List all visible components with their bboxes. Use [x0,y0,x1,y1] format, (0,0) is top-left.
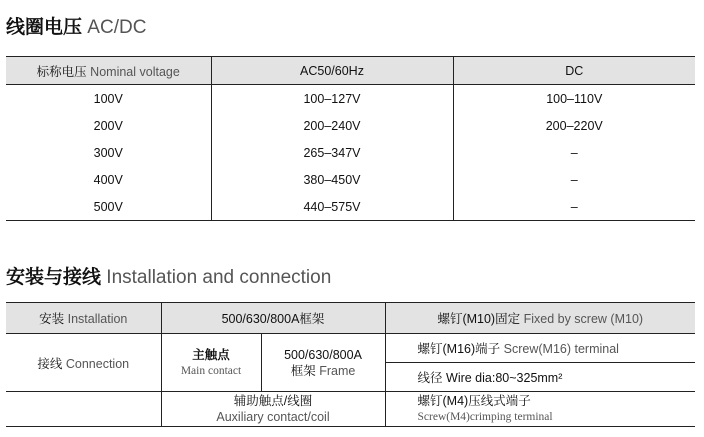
main-contact-en: Main contact [180,364,242,377]
main-contact-cell [161,334,261,392]
installation-title [6,262,331,289]
cell-dc: 100–110V [453,85,695,113]
frame-cell [261,334,385,392]
table-row [6,193,695,221]
aux-zh: 辅助触点/线圈 [233,394,313,408]
cell-nominal: 200V [93,118,123,133]
cell-ac: 100–127V [211,85,453,113]
connection-zh: 接线 [37,356,63,371]
cell-ac: 440–575V [211,193,453,221]
m16-terminal-cell [385,334,695,363]
cell-dc: 200–220V [453,112,695,139]
header-installation [6,303,161,334]
aux-en: Auxiliary contact/coil [216,410,330,424]
installation-title-en: Installation and connection [106,267,332,288]
header-nominal-voltage [6,57,211,85]
table-row [6,112,695,139]
coil-voltage-title-zh: 线圈电压 [6,17,83,38]
cell-ac: 380–450V [211,166,453,193]
cell-dc: – [453,193,695,221]
cell-nominal: 400V [93,172,123,187]
wire-zh: 线径 [417,371,443,385]
table-row [6,85,695,113]
cell-nominal: 500V [6,193,211,221]
table-header-row [6,57,695,85]
header-nominal-en: Nominal voltage [90,64,180,79]
m16-zh: 螺钉(M16)端子 [417,342,501,356]
table-row [6,166,695,193]
table-row [6,139,695,166]
fixed-en: Fixed by screw (M10) [523,312,644,326]
m4-terminal-cell [385,392,695,427]
cell-dc: – [453,139,695,166]
header-fixed-by-screw [385,303,695,334]
cell-dc: – [453,166,695,193]
coil-voltage-title-en: AC/DC [87,17,147,38]
aux-contact-cell [161,392,385,427]
installation-title-zh: 安装与接线 [6,267,102,288]
fixed-zh: 螺钉(M10)固定 [437,312,521,326]
coil-voltage-title [6,12,146,39]
wire-en: Wire dia:80~325mm² [446,371,563,385]
installation-table [6,302,695,427]
installation-en: Installation [67,312,128,326]
frame-line1: 500/630/800A [284,347,362,362]
connection-en: Connection [65,356,130,371]
header-nominal-zh: 标称电压 [36,64,87,79]
frame-en: Frame [319,363,356,378]
cell-ac: 200–240V [211,112,453,139]
coil-voltage-table [6,56,695,221]
connection-label [6,334,161,392]
wire-dia-cell [385,363,695,392]
installation-zh: 安装 [39,312,65,326]
table-row [6,334,695,363]
cell-ac: 265–347V [211,139,453,166]
frame-zh: 框架 [290,363,316,378]
frame-line2 [262,363,385,379]
cell-nominal: 100V [93,91,123,106]
table-header-row [6,303,695,334]
m4-en: Screw(M4)crimping terminal [417,411,553,423]
header-ac: AC50/60Hz [211,57,453,85]
header-frame: 500/630/800A框架 [161,303,385,334]
m16-en: Screw(M16) terminal [503,342,619,356]
empty-cell [6,392,161,427]
m4-zh: 螺钉(M4)压线式端子 [417,394,531,408]
header-dc: DC [453,57,695,85]
cell-nominal: 300V [93,145,123,160]
table-row [6,392,695,427]
main-contact-zh: 主触点 [192,347,230,362]
